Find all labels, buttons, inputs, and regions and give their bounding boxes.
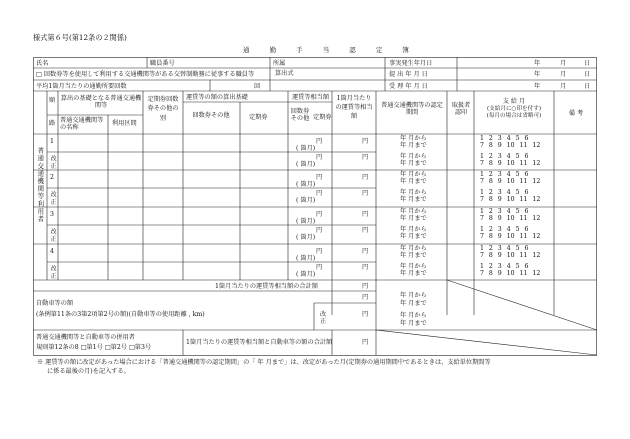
fare-yen-revised: 円 — [316, 264, 323, 271]
footnote-line2: に係る最後の月)を記入する。 — [47, 368, 130, 375]
period-to: 年 月まで — [400, 178, 427, 185]
header-basis-transport: 算出の基礎となる普通交通機関等 — [60, 95, 142, 110]
pay-months-second-half: 7 8 9 10 11 12 — [480, 142, 541, 149]
pay-months-revised-first-half: 1 2 3 4 5 6 — [480, 263, 529, 270]
fare-months-revised: ( 箇月) — [296, 271, 316, 278]
route-revision-label: 改正 — [49, 265, 57, 280]
header-approver-seal: 取扱者認印 — [451, 102, 471, 117]
period-revised-from: 年 月から — [400, 226, 427, 233]
car-amount-revision: 改正 — [320, 311, 327, 326]
header-fare-ticket-other: 回数券その他 — [290, 108, 310, 123]
pay-months-second-half: 7 8 9 10 11 12 — [480, 252, 541, 259]
car-period-revised-from: 年 月から — [400, 312, 427, 319]
header-fare-basis: 運賃等の額の算出基礎 — [186, 94, 248, 101]
pay-months-first-half: 1 2 3 4 5 6 — [480, 171, 529, 178]
monthly-yen-revised: 円 — [362, 190, 369, 197]
pay-months-second-half: 7 8 9 10 11 12 — [480, 215, 541, 222]
monthly-yen-revised: 円 — [362, 227, 369, 234]
monthly-yen: 円 — [362, 211, 369, 218]
fare-yen: 円 — [316, 211, 323, 218]
route-number: 4 — [50, 248, 54, 255]
pay-months-first-half: 1 2 3 4 5 6 — [480, 135, 529, 142]
event-date-label: 事実発生年月日 — [389, 60, 433, 67]
pay-months-first-half: 1 2 3 4 5 6 — [480, 245, 529, 252]
period-from: 年 月から — [400, 208, 427, 215]
route-number: 1 — [50, 138, 54, 145]
fare-months: ( 箇月) — [296, 218, 316, 225]
fare-months-revised: ( 箇月) — [296, 234, 316, 241]
calc-method-label: 算出式 — [275, 70, 294, 77]
staff-number-label: 職員番号 — [150, 60, 175, 67]
avg-commute-unit: 回 — [254, 83, 261, 90]
department-label: 所属 — [273, 60, 286, 67]
pay-months-first-half: 1 2 3 4 5 6 — [480, 208, 529, 215]
period-revised-from: 年 月から — [400, 263, 427, 270]
route-revision-label: 改正 — [49, 155, 57, 170]
header-ticket-other: 回数券その他 — [192, 112, 230, 119]
header-fare-commuter-pass: 定期券 — [313, 114, 332, 121]
header-transport-name: 普通交通機関等の名称 — [60, 117, 104, 132]
submit-date-day: 日 — [584, 71, 591, 78]
pay-months-second-half: 7 8 9 10 11 12 — [480, 178, 541, 185]
route-revision-label: 改正 — [49, 228, 57, 243]
fare-months: ( 箇月) — [296, 181, 316, 188]
pay-months-revised-first-half: 1 2 3 4 5 6 — [480, 226, 529, 233]
avg-commute-label: 平均1箇月当たりの通勤所要回数 — [36, 83, 127, 90]
monthly-yen-revised: 円 — [362, 154, 369, 161]
period-revised-from: 年 月から — [400, 189, 427, 196]
fare-months-revised: ( 箇月) — [296, 197, 316, 204]
period-revised-to: 年 月まで — [400, 270, 427, 277]
period-revised-to: 年 月まで — [400, 160, 427, 167]
form-number: 様式第６号(第12条の２関係) — [33, 33, 127, 42]
fare-months: ( 箇月) — [296, 255, 316, 262]
pay-months-revised-second-half: 7 8 9 10 11 12 — [480, 270, 541, 277]
accept-date-label: 受 理 年 月 日 — [389, 83, 428, 90]
fare-yen-revised: 円 — [316, 190, 323, 197]
period-from: 年 月から — [400, 245, 427, 252]
combined-total-label: 1箇月当たりの運賃等相当額と自動車等の額の合計額 — [186, 339, 333, 346]
period-revised-to: 年 月まで — [400, 196, 427, 203]
submit-date-month: 月 — [560, 71, 567, 78]
car-period-to: 年 月まで — [400, 300, 427, 307]
header-payment-note2: (毎月の場合は省略可) — [486, 113, 542, 119]
car-period-revised-to: 年 月まで — [400, 320, 427, 327]
route-number: 3 — [50, 211, 54, 218]
car-amount-title: 自動車等の額 — [36, 300, 74, 307]
header-approval-period: 普通交通機関等の認定期間 — [381, 102, 443, 117]
accept-date-month: 月 — [560, 83, 567, 90]
fare-months-revised: ( 箇月) — [296, 161, 316, 168]
monthly-yen: 円 — [362, 174, 369, 181]
pay-months-revised-second-half: 7 8 9 10 11 12 — [480, 196, 541, 203]
footnote-line1: ※ 運賃等の額に改定があった場合における「普通交通機関等の認定期間」の「 年 月まで」は、改定があった月(定期券の通用期間中であるときは、支給単位期間等 — [37, 359, 491, 366]
period-to: 年 月まで — [400, 215, 427, 222]
car-amount-revision-yen: 円 — [362, 311, 369, 318]
header-route-top: 順 — [49, 97, 56, 104]
pay-months-revised-first-half: 1 2 3 4 5 6 — [480, 153, 529, 160]
event-date-month: 月 — [560, 60, 567, 67]
fare-months: ( 箇月) — [296, 145, 316, 152]
header-payment-month: 支 給 月 — [502, 98, 526, 105]
monthly-total-yen: 円 — [362, 283, 369, 290]
submit-date-year: 年 — [534, 71, 541, 78]
combined-user-title: 普通交通機関等と自動車等の併用者 — [36, 334, 135, 341]
combined-total-yen: 円 — [362, 339, 369, 346]
pay-months-revised-first-half: 1 2 3 4 5 6 — [480, 189, 529, 196]
header-monthly-fare: 1箇月当たりの運賃等相当額 — [335, 95, 373, 120]
monthly-yen: 円 — [362, 138, 369, 145]
route-number: 2 — [50, 174, 54, 181]
period-from: 年 月から — [400, 135, 427, 142]
pay-months-revised-second-half: 7 8 9 10 11 12 — [480, 233, 541, 240]
fare-yen: 円 — [316, 174, 323, 181]
header-fare-equivalent: 運賃等相当額 — [292, 94, 330, 101]
fare-yen: 円 — [316, 248, 323, 255]
header-commuter-pass: 定期券 — [249, 114, 268, 121]
shift-worker-checkbox[interactable]: □ 回数券等を使用して利用する交通機関等がある交替制勤務に従事する職員等 — [36, 71, 255, 78]
fare-yen-revised: 円 — [316, 227, 323, 234]
header-section: 利用区間 — [112, 120, 137, 127]
route-revision-label: 改正 — [49, 191, 57, 206]
form-title: 通 勤 手 当 認 定 簿 — [243, 46, 418, 54]
car-period-from: 年 月から — [400, 292, 427, 299]
combined-user-detail[interactable]: 規則第12条の8 □第1号 □第2号 □第3号 — [36, 344, 152, 351]
fare-yen-revised: 円 — [316, 154, 323, 161]
period-from: 年 月から — [400, 171, 427, 178]
fare-yen: 円 — [316, 138, 323, 145]
period-to: 年 月まで — [400, 142, 427, 149]
monthly-total-label: 1箇月当たりの運賃等相当額の合計額 — [215, 283, 318, 290]
monthly-yen: 円 — [362, 248, 369, 255]
car-amount-yen: 円 — [362, 294, 369, 301]
submit-date-label: 提 出 年 月 日 — [389, 71, 428, 78]
pay-months-revised-second-half: 7 8 9 10 11 12 — [480, 160, 541, 167]
header-remarks: 備 考 — [568, 110, 584, 117]
event-date-year: 年 — [534, 60, 541, 67]
header-pass-type: 定期券回数券その他の別 — [147, 96, 179, 122]
event-date-day: 日 — [584, 60, 591, 67]
name-label: 氏名 — [36, 60, 49, 67]
accept-date-day: 日 — [584, 83, 591, 90]
period-revised-from: 年 月から — [400, 153, 427, 160]
header-payment-note1: (支給月に○印を付す) — [487, 106, 541, 112]
header-route-bottom: 路 — [49, 120, 56, 127]
monthly-yen-revised: 円 — [362, 264, 369, 271]
side-label-transport-users: 普通交通機関等利用者 — [36, 147, 45, 223]
period-to: 年 月まで — [400, 252, 427, 259]
period-revised-to: 年 月まで — [400, 233, 427, 240]
accept-date-year: 年 — [534, 83, 541, 90]
car-amount-detail: (条例第11条の3第2項第2号の額)(自動車等の使用距離 , km) — [36, 311, 205, 318]
